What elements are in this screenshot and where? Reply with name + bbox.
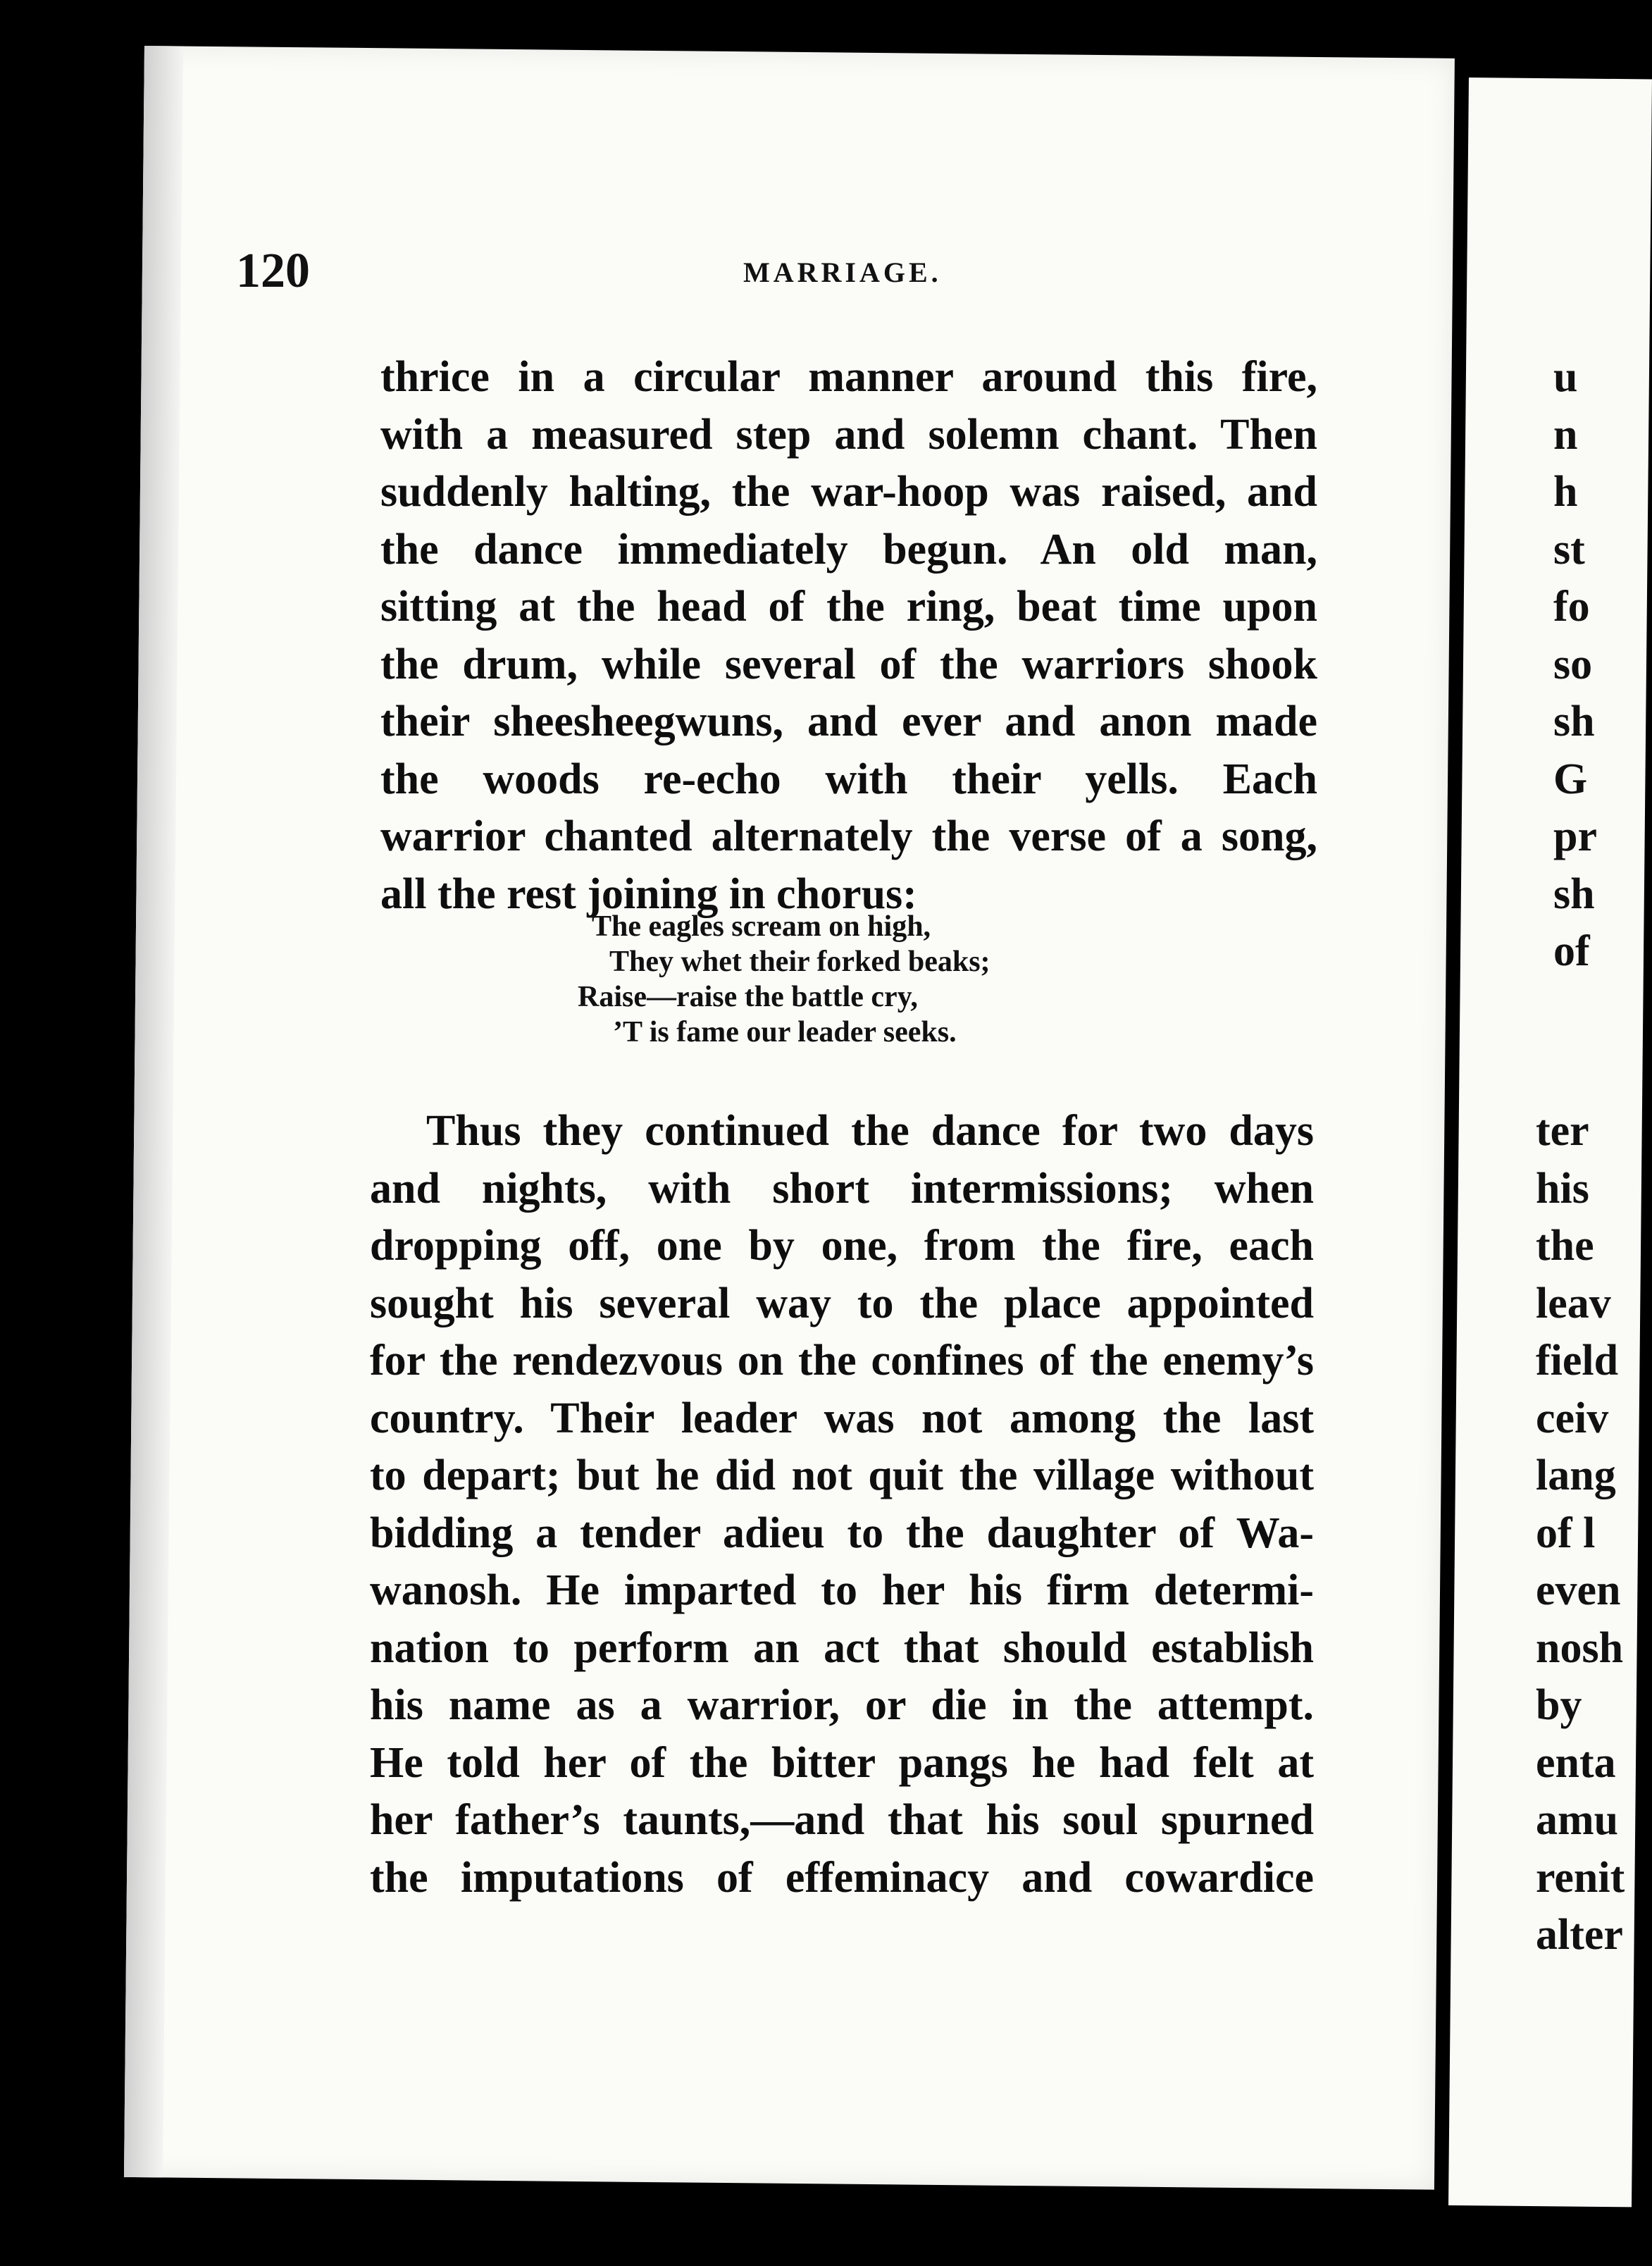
text-line: warrior chanted alternately the verse of a song,: [380, 812, 1317, 860]
text-line: Thus they continued the dance for two days: [426, 1107, 1314, 1155]
fragment: renit: [1536, 1853, 1625, 1902]
verse-line: Raise—raise the battle cry,: [578, 981, 918, 1013]
verse-stanza: [578, 909, 1071, 1050]
facing-page-fragments-top: [1553, 349, 1624, 981]
text-line-last: all the rest joining in chorus:: [380, 869, 917, 918]
chapter-title: MARRIAGE.: [743, 256, 942, 288]
fragment: st: [1553, 525, 1585, 574]
fragment: n: [1553, 410, 1578, 459]
text-line: sought his several way to the place appointed: [370, 1279, 1314, 1327]
running-head: [236, 243, 1335, 307]
text-line: the imputations of effeminacy and cowardice: [370, 1853, 1314, 1902]
text-line: wanosh. He imparted to her his firm determi-: [370, 1566, 1314, 1614]
fragment: lang: [1536, 1451, 1616, 1499]
fragment: fo: [1553, 583, 1590, 631]
fragment: ceiv: [1536, 1394, 1609, 1442]
text-line: bidding a tender adieu to the daughter of Wa-: [370, 1509, 1314, 1557]
verse-line: The eagles scream on high,: [592, 910, 931, 943]
paragraph-1: [380, 349, 1317, 923]
verse-line: They whet their forked beaks;: [609, 946, 990, 978]
text-line: country. Their leader was not among the last: [370, 1394, 1314, 1442]
fragment: field: [1536, 1337, 1619, 1385]
text-line: the drum, while several of the warriors shook: [380, 640, 1317, 688]
text-line: He told her of the bitter pangs he had felt at: [370, 1738, 1314, 1787]
text-line: his name as a warrior, or die in the attempt.: [370, 1681, 1314, 1729]
fragment: even: [1536, 1566, 1621, 1614]
fragment: by: [1536, 1681, 1582, 1729]
text-line: and nights, with short intermissions; when: [370, 1164, 1314, 1213]
text-line: with a measured step and solemn chant. Then: [380, 410, 1317, 459]
text-line: her father’s taunts,—and that his soul spurned: [370, 1796, 1314, 1844]
text-line: to depart; but he did not quit the village without: [370, 1451, 1314, 1499]
fragment: of: [1553, 927, 1590, 975]
fragment: h: [1553, 468, 1578, 516]
fragment: G: [1553, 755, 1588, 803]
text-line: the woods re-echo with their yells. Each: [380, 755, 1317, 803]
text-line: suddenly halting, the war-hoop was raised, and: [380, 468, 1317, 516]
fragment: nosh: [1536, 1623, 1624, 1672]
text-line: their sheesheegwuns, and ever and anon made: [380, 698, 1317, 745]
text-line: sitting at the head of the ring, beat time upon: [380, 583, 1317, 631]
fragment: leav: [1536, 1279, 1611, 1327]
text-line: thrice in a circular manner around this fire,: [380, 353, 1317, 401]
fragment: sh: [1553, 869, 1595, 918]
fragment: ter: [1536, 1107, 1589, 1155]
text-line: dropping off, one by one, from the fire, each: [370, 1222, 1314, 1270]
facing-page-fragments-bottom: [1536, 1103, 1625, 1964]
text-line: the dance immediately begun. An old man,: [380, 525, 1317, 574]
fragment: of l: [1536, 1509, 1596, 1557]
text-line: nation to perform an act that should establish: [370, 1623, 1314, 1672]
fragment: u: [1553, 353, 1578, 401]
fragment: amu: [1536, 1796, 1619, 1844]
fragment: pr: [1553, 812, 1597, 860]
fragment: his: [1536, 1164, 1589, 1213]
text-line: for the rendezvous on the confines of the enemy’s: [370, 1337, 1314, 1385]
paragraph-2: [370, 1103, 1314, 1907]
page-number: 120: [236, 244, 310, 298]
fragment: so: [1553, 640, 1593, 688]
fragment: enta: [1536, 1738, 1616, 1787]
fragment: alter: [1536, 1911, 1623, 1959]
fragment: the: [1536, 1222, 1594, 1270]
verse-line: ’T is fame our leader seeks.: [613, 1016, 957, 1048]
fragment: sh: [1553, 698, 1595, 745]
